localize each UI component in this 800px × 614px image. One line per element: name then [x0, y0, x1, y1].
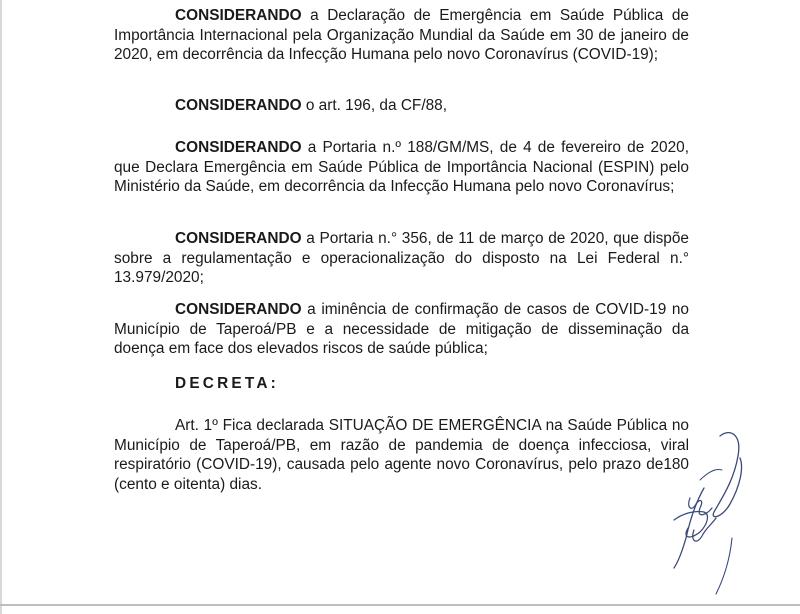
considerando-lead: CONSIDERANDO: [175, 230, 302, 247]
paragraph-text: o art. 196, da CF/88,: [301, 97, 447, 114]
paragraph-text: a Declaração de Emergência em Saúde Pública de Importância Internacional pela Organização Mundial da Saúde em 30 de janeiro de 2020, em decorrência da Infecção Humana pelo novo Coronavírus (COVID-19);: [114, 7, 689, 64]
considerando-lead: CONSIDERANDO: [175, 139, 302, 156]
considerando-lead: CONSIDERANDO: [175, 97, 302, 114]
considerando-paragraph-4: [114, 229, 689, 288]
considerando-paragraph-3: [114, 138, 689, 197]
paragraph-text: a Portaria n.° 356, de 11 de março de 2020, que dispõe sobre a regulamentação e operacionalização do disposto na Lei Federal n.° 13.979/2020;: [114, 230, 689, 287]
considerando-lead: CONSIDERANDO: [175, 7, 302, 24]
decreta-heading: DECRETA:: [175, 375, 279, 392]
paragraph-text: a iminência de confirmação de casos de COVID-19 no Município de Taperoá/PB e a necessidade de mitigação de disseminação da doença em face dos elevados riscos de saúde pública;: [114, 301, 689, 358]
scan-left-edge: [0, 0, 2, 614]
article-1-paragraph: [114, 416, 689, 494]
considerando-lead: CONSIDERANDO: [175, 301, 302, 318]
considerando-paragraph-5: [114, 300, 689, 359]
scan-bottom-edge: [0, 604, 800, 606]
considerando-paragraph-1: [114, 6, 689, 65]
handwritten-signature: [660, 428, 750, 598]
considerando-paragraph-2: [114, 96, 689, 116]
article-prefix: Art. 1º Fica declarada: [175, 417, 329, 434]
article-suffix: na Saúde Pública no Município de Taperoá/PB, em razão de pandemia de doença infecciosa, viral respiratório (COVID-19), causada pelo agente novo Coronavírus, pelo prazo de180 (cento e oitenta) dias.: [114, 417, 689, 493]
article-emphasis: SITUAÇÃO DE EMERGÊNCIA: [328, 417, 541, 434]
paragraph-text: a Portaria n.º 188/GM/MS, de 4 de fevereiro de 2020, que Declara Emergência em Saúde Pública de Importância Nacional (ESPIN) pelo Ministério da Saúde, em decorrência da Infecção Humana pelo novo Coronavírus;: [114, 139, 689, 196]
